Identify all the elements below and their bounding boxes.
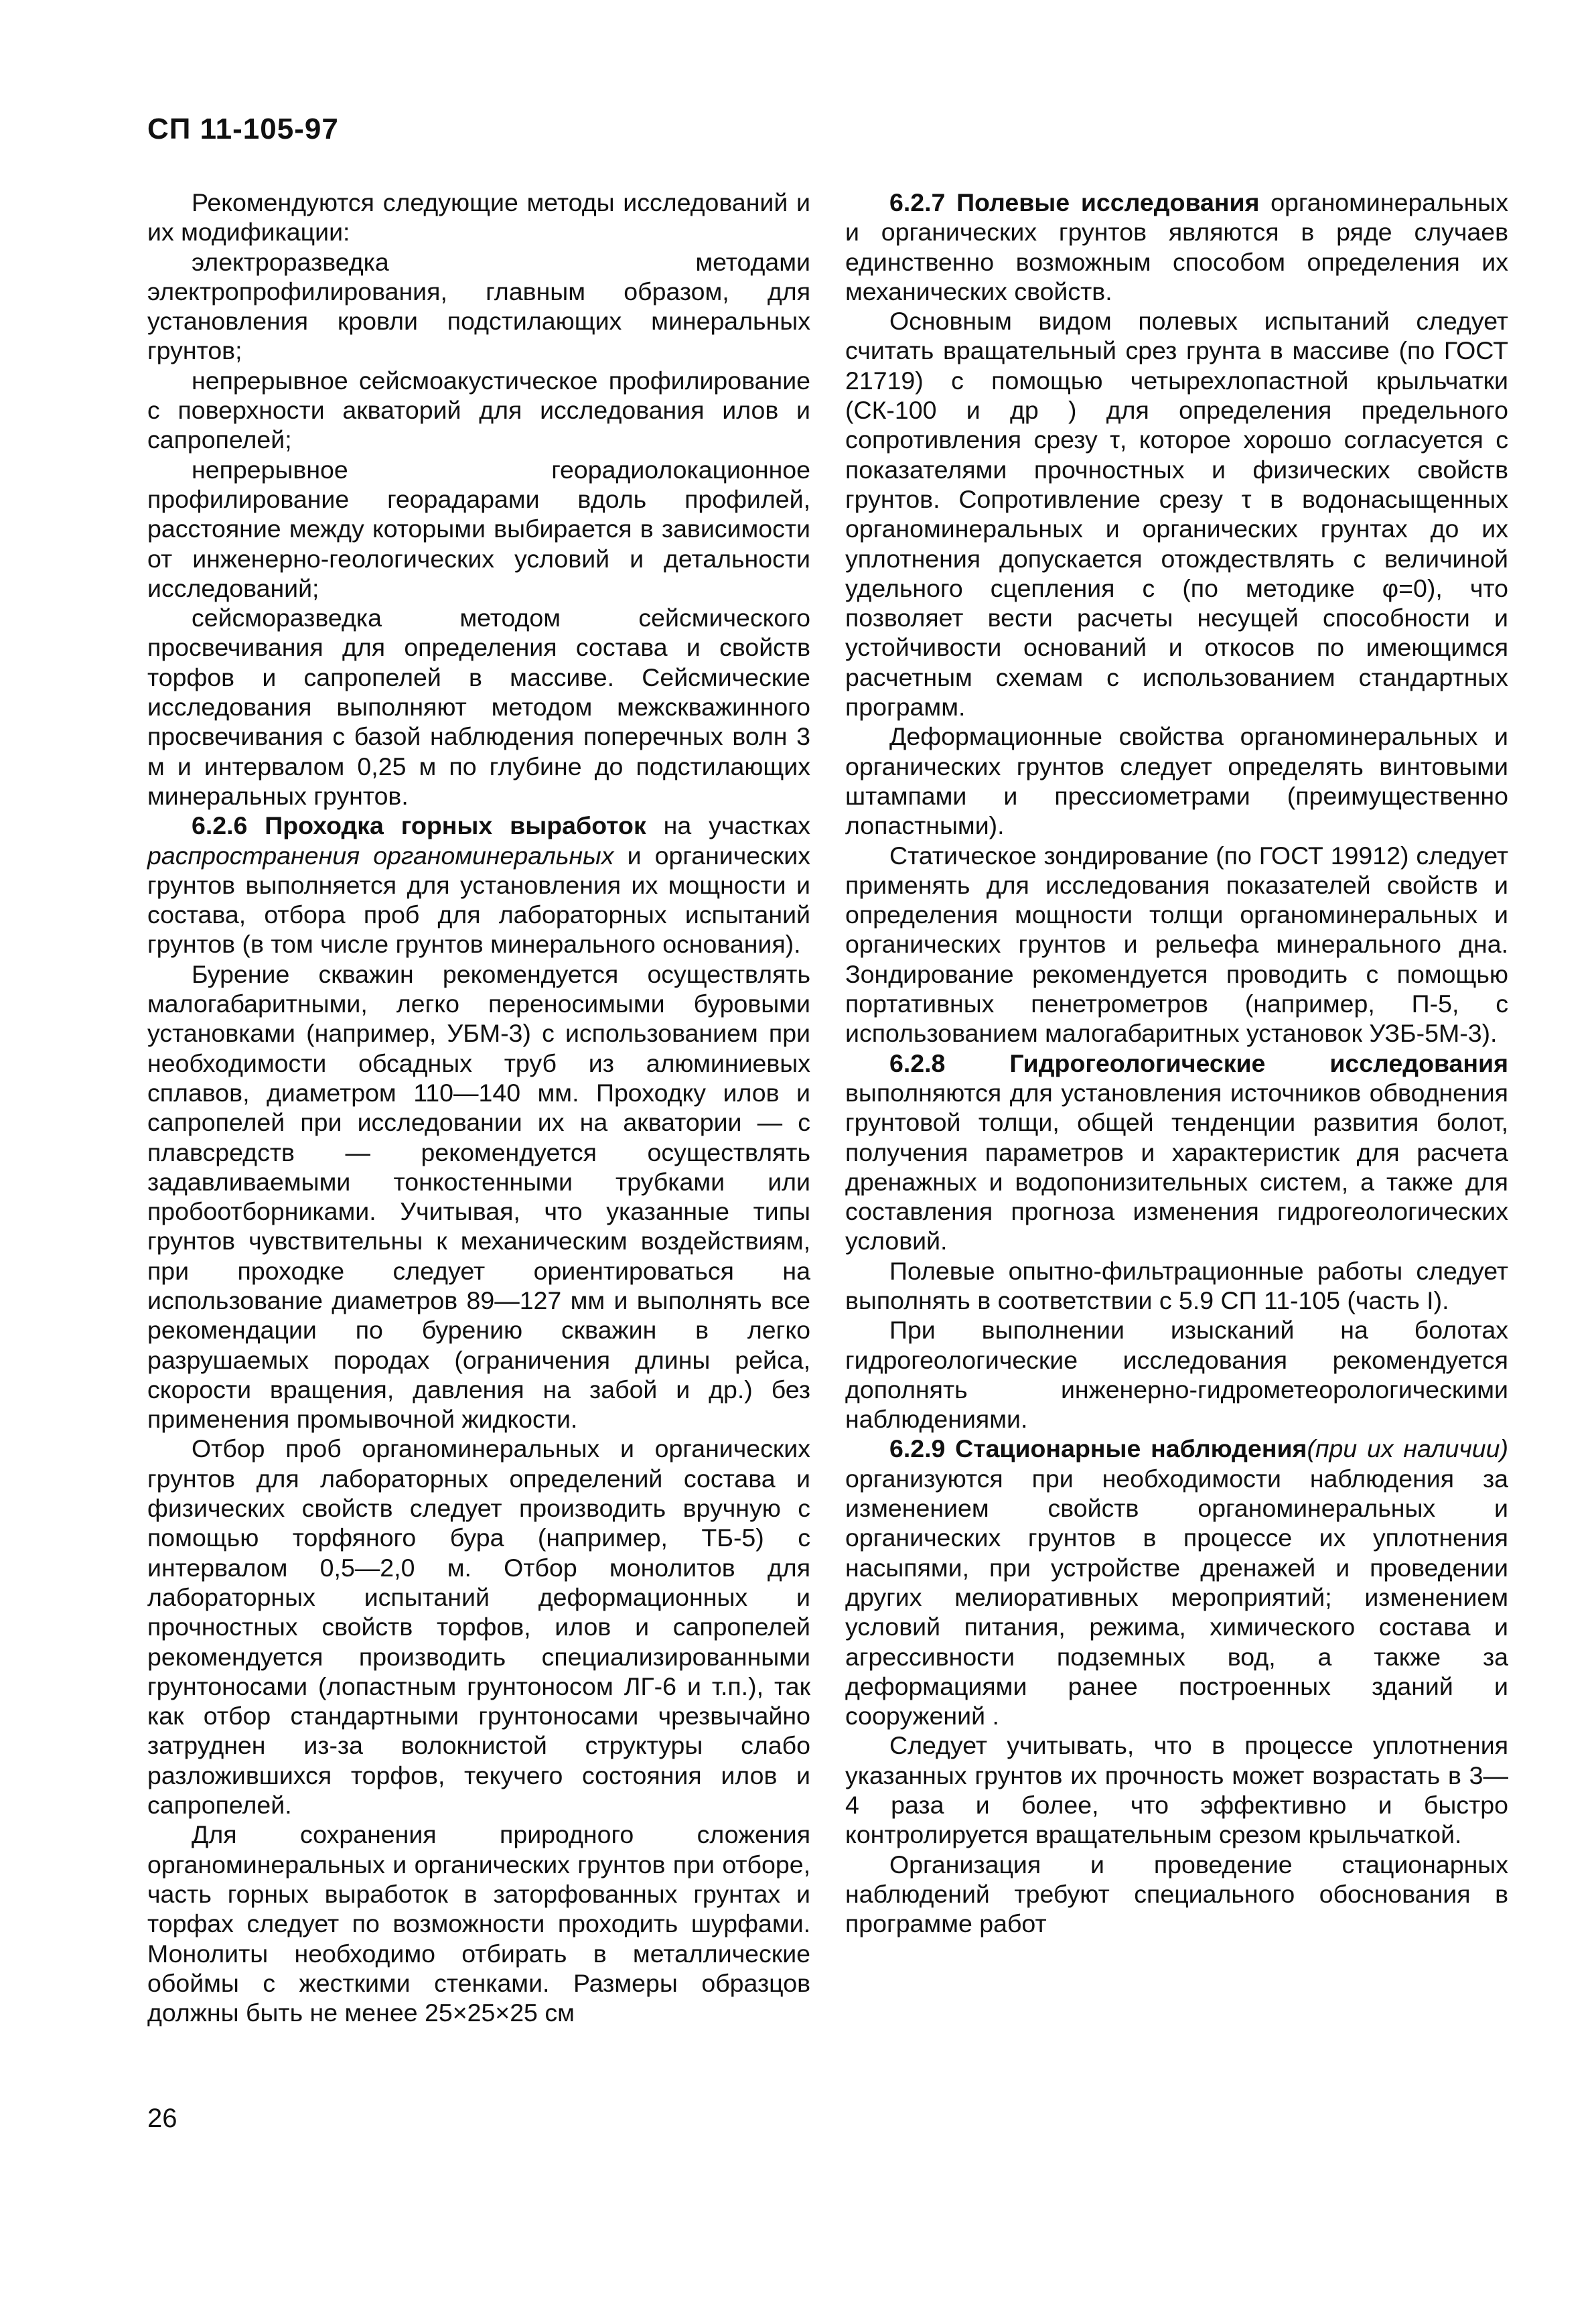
paragraph-text: Полевые опытно-фильтрационные работы следует выполнять в соответствии с 5.9 СП 11-105 (часть I). [845, 1256, 1508, 1314]
paragraph-text: Статическое зондирование (по ГОСТ 19912) следует применять для исследования показателей свойств и определения мощности толщи органоминеральных и органических грунтов и рельефа минерального дна. Зондирование рекомендуется проводить с помощью портативных пенетрометров (например, П-5, с использованием малогабаритных установок УЗБ-5М-3). [845, 841, 1508, 1048]
paragraph-bold: 6.2.7 Полевые исследования [889, 188, 1260, 216]
paragraph [845, 188, 1508, 306]
paragraph [845, 1315, 1508, 1434]
right-text-column [845, 188, 1508, 1939]
paragraph-text: непрерывное сейсмоакустическое профилирование с поверхности акваторий для исследования илов и сапропелей; [147, 366, 810, 454]
paragraph [147, 188, 810, 247]
paragraph [845, 306, 1508, 722]
paragraph [845, 722, 1508, 840]
paragraph-text: Основным видом полевых испытаний следует считать вращательный срез грунта в массиве (по ГОСТ 21719) с помощью четырехлопастной крыльчатки (СК-100 и др ) для определения предельного сопротивления срезу τ, которое хорошо согласуется с показателями прочностных и физических свойств грунтов. Сопротивление срезу τ в водонасыщенных органоминеральных и органических грунтах до их уплотнения допускается отождествлять с величиной удельного сцепления с (по методике φ=0), что позволяет вести расчеты несущей способности и устойчивости оснований и откосов по имеющимся расчетным схемам с использованием стандартных программ. [845, 307, 1508, 722]
paragraph-text: Организация и проведение стационарных наблюдений требуют специального обоснования в программе работ [845, 1850, 1508, 1938]
paragraph-italic: распространения органоминеральных [147, 841, 614, 870]
paragraph-text: выполняются для установления источников обводнения грунтовой толщи, общей тенденции развития болот, получения параметров и характеристик для расчета дренажных и водопонизительных систем, а также для составления прогноза изменения гидрогеологических условий. [845, 1078, 1508, 1255]
paragraph [845, 1434, 1508, 1730]
page-number: 26 [147, 2104, 177, 2133]
paragraph [845, 1048, 1508, 1256]
paragraph [147, 603, 810, 811]
paragraph-text: непрерывное георадиолокационное профилирование георадарами вдоль профилей, расстояние между которыми выбирается в зависимости от инженерно-геологических условий и детальности исследований; [147, 455, 810, 602]
paragraph-italic: (при их наличии) [1307, 1434, 1508, 1463]
paragraph [147, 247, 810, 366]
paragraph [147, 1434, 810, 1820]
paragraph [147, 959, 810, 1434]
paragraph-text: При выполнении изысканий на болотах гидрогеологические исследования рекомендуется дополнять инженерно-гидрометеорологическими наблюдениями. [845, 1316, 1508, 1434]
paragraph-bold: 6.2.6 Проходка горных выработок [192, 811, 646, 840]
paragraph-post: . [992, 1702, 999, 1730]
paragraph-text: организуются при необходимости наблюдения за изменением свойств органоминеральных и органических грунтов в процессе их уплотнения насыпями, при устройстве дренажей и проведении других мелиоративных мероприятий; изменением условий питания, режима, химического состава и агрессивности подземных вод, а также за деформациями ранее построенных зданий и сооружений [845, 1464, 1508, 1730]
paragraph [147, 366, 810, 455]
paragraph-text: и органических грунтов выполняется для установления их мощности и состава, отбора проб для лабораторных испытаний грунтов (в том числе грунтов минерального основания). [147, 841, 810, 959]
paragraph-text: Деформационные свойства органоминеральных и органических грунтов следует определять винтовыми штампами и прессиометрами (преимущественно лопастными). [845, 722, 1508, 840]
paragraph [845, 1256, 1508, 1316]
paragraph [845, 1730, 1508, 1849]
left-text-column [147, 188, 810, 2027]
paragraph-text: Бурение скважин рекомендуется осуществлять малогабаритными, легко переносимыми буровыми установками (например, УБМ-3) с использованием при необходимости обсадных труб из алюминиевых сплавов, диаметром 110—140 мм. Проходку илов и сапропелей при исследовании их на акватории — с плавсредств — рекомендуется осуществлять задавливаемыми тонкостенными трубками или пробоотборниками. Учитывая, что указанные типы грунтов чувствительны к механическим воздействиям, при проходке следует ориентироваться на использование диаметров 89—127 мм и выполнять все рекомендации по бурению скважин в легко разрушаемых породах (ограничения длины рейса, скорости вращения, давления на забой и др.) без применения промывочной жидкости. [147, 959, 810, 1434]
document-code-header: СП 11-105-97 [147, 113, 339, 145]
paragraph-text: Для сохранения природного сложения органоминеральных и органических грунтов при отборе, часть горных выработок в заторфованных грунтах и торфах следует по возможности проходить шурфами. Монолиты необходимо отбирать в металлические обоймы с жесткими стенками. Размеры образцов должны быть не менее 25×25×25 см [147, 1820, 810, 2027]
paragraph-text: органоминеральных и органических грунтов являются в ряде случаев единственно возможным способом определения их механических свойств. [845, 188, 1508, 305]
paragraph-text: Рекомендуются следующие методы исследований и их модификации: [147, 188, 810, 247]
paragraph-text: Отбор проб органоминеральных и органических грунтов для лабораторных определений состава и физических свойств следует производить вручную с помощью торфяного бура (например, ТБ-5) с интервалом 0,5—2,0 м. Отбор монолитов для лабораторных испытаний деформационных и прочностных свойств торфов, илов и сапропелей рекомендуется производить специализированными грунтоносами (лопастным грунтоносом ЛГ-6 и т.п.), так как отбор стандартными грунтоносами чрезвычайно затруднен из-за волокнистой структуры слабо разложившихся торфов, текучего состояния илов и сапропелей. [147, 1434, 810, 1820]
paragraph-text: Следует учитывать, что в процессе уплотнения указанных грунтов их прочность может возрастать в 3—4 раза и более, что эффективно и быстро контролируется вращательным срезом крыльчаткой. [845, 1731, 1508, 1849]
paragraph [147, 811, 810, 959]
paragraph [845, 841, 1508, 1048]
paragraph-bold: 6.2.9 Стационарные наблюдения [889, 1434, 1307, 1463]
paragraph-text: сейсморазведка методом сейсмического просвечивания для определения состава и свойств торфов и сапропелей в массиве. Сейсмические исследования выполняют методом межскважинного просвечивания с базой наблюдения поперечных волн 3 м и интервалом 0,25 м по глубине до подстилающих минеральных грунтов. [147, 604, 810, 810]
paragraph-bold: 6.2.8 Гидрогеологические исследования [889, 1048, 1508, 1077]
paragraph-pre: на участках [646, 811, 811, 840]
paragraph [845, 1850, 1508, 1939]
paragraph [147, 455, 810, 603]
paragraph [147, 1820, 810, 2027]
paragraph-text: электроразведка методами электропрофилирования, главным образом, для установления кровли подстилающих минеральных грунтов; [147, 247, 810, 365]
